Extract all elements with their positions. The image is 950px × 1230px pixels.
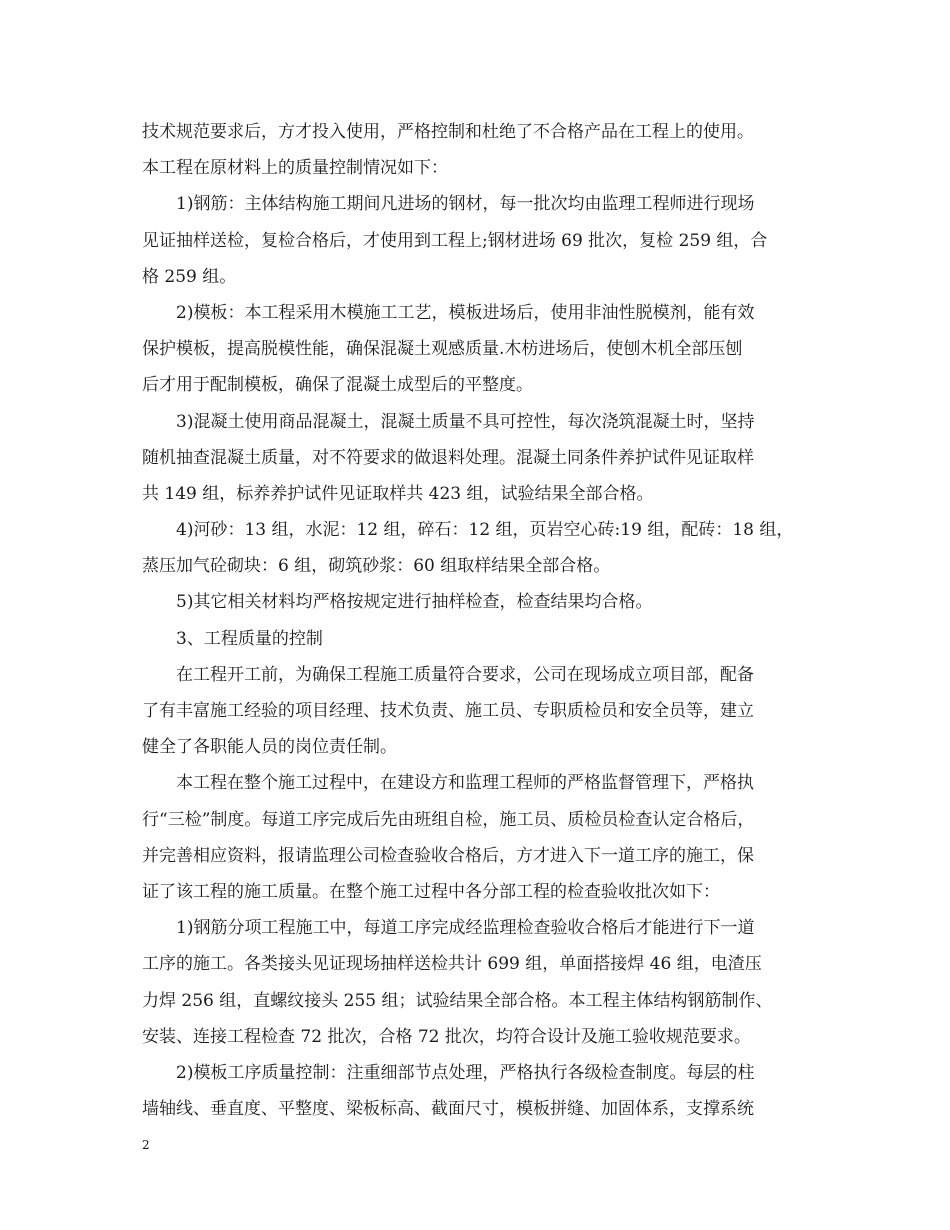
text-line: 并完善相应资料，报请监理公司检查验收合格后，方才进入下一道工序的施工，保 <box>142 845 754 866</box>
text-line: 本工程在整个施工过程中，在建设方和监理工程师的严格监督管理下，严格执 <box>142 773 754 794</box>
text-line: 安装、连接工程检查 72 批次，合格 72 批次，均符合设计及施工验收规范要求。 <box>142 1026 751 1047</box>
text-line: 力焊 256 组，直螺纹接头 255 组；试验结果全部合格。本工程主体结构钢筋制作、 <box>142 990 773 1011</box>
text-line: 在工程开工前，为确保工程施工质量符合要求，公司在现场成立项目部，配备 <box>142 664 754 685</box>
text-line: 4)河砂：13 组，水泥：12 组，碎石：12 组，页岩空心砖:19 组，配砖：18 组， <box>142 520 794 541</box>
text-line: 2)模板：本工程采用木模施工工艺，模板进场后，使用非油性脱模剂，能有效 <box>142 302 755 323</box>
text-line: 保护模板，提高脱模性能，确保混凝土观感质量.木枋进场后，使刨木机全部压刨 <box>142 339 743 360</box>
text-line: 共 149 组，标养养护试件见证取样共 423 组，试验结果全部合格。 <box>142 483 654 504</box>
text-line: 见证抽样送检，复检合格后，才使用到工程上;钢材进场 69 批次，复检 259 组，合 <box>142 230 768 251</box>
body-text <box>142 114 810 1127</box>
text-line: 证了该工程的施工质量。在整个施工过程中各分部工程的检查验收批次如下： <box>142 881 720 902</box>
text-line: 5)其它相关材料均严格按规定进行抽样检查，检查结果均合格。 <box>142 592 653 613</box>
text-line: 本工程在原材料上的质量控制情况如下： <box>142 158 448 179</box>
text-line: 1)钢筋：主体结构施工期间凡进场的钢材，每一批次均由监理工程师进行现场 <box>142 194 755 215</box>
text-line: 行“三检”制度。每道工序完成后先由班组自检，施工员、质检员检查认定合格后， <box>142 809 755 830</box>
text-line: 蒸压加气砼砌块：6 组，砌筑砂浆：60 组取样结果全部合格。 <box>142 556 611 577</box>
text-line: 格 259 组。 <box>142 266 237 287</box>
text-line: 后才用于配制模板，确保了混凝土成型后的平整度。 <box>142 375 533 396</box>
text-line: 1)钢筋分项工程施工中，每道工序完成经监理检查验收合格后才能进行下一道 <box>142 918 755 939</box>
text-line: 2)模板工序质量控制：注重细部节点处理，严格执行各级检查制度。每层的柱 <box>142 1062 755 1083</box>
page-number: 2 <box>142 1138 150 1152</box>
text-line: 随机抽查混凝土质量，对不符要求的做退料处理。混凝土同条件养护试件见证取样 <box>142 447 754 468</box>
text-line: 技术规范要求后，方才投入使用，严格控制和杜绝了不合格产品在工程上的使用。 <box>142 122 754 142</box>
text-line: 墙轴线、垂直度、平整度、梁板标高、截面尺寸，模板拼缝、加固体系，支撑系统 <box>142 1099 754 1120</box>
text-line: 了有丰富施工经验的项目经理、技术负责、施工员、专职质检员和安全员等，建立 <box>142 701 754 721</box>
text-line: 3)混凝土使用商品混凝土，混凝土质量不具可控性，每次浇筑混凝土时，坚持 <box>142 411 755 432</box>
text-line: 3、工程质量的控制 <box>142 628 323 649</box>
text-line: 健全了各职能人员的岗位责任制。 <box>142 737 397 758</box>
text-line: 工序的施工。各类接头见证现场抽样送检共计 699 组，单面搭接焊 46 组，电渣压 <box>142 954 762 975</box>
